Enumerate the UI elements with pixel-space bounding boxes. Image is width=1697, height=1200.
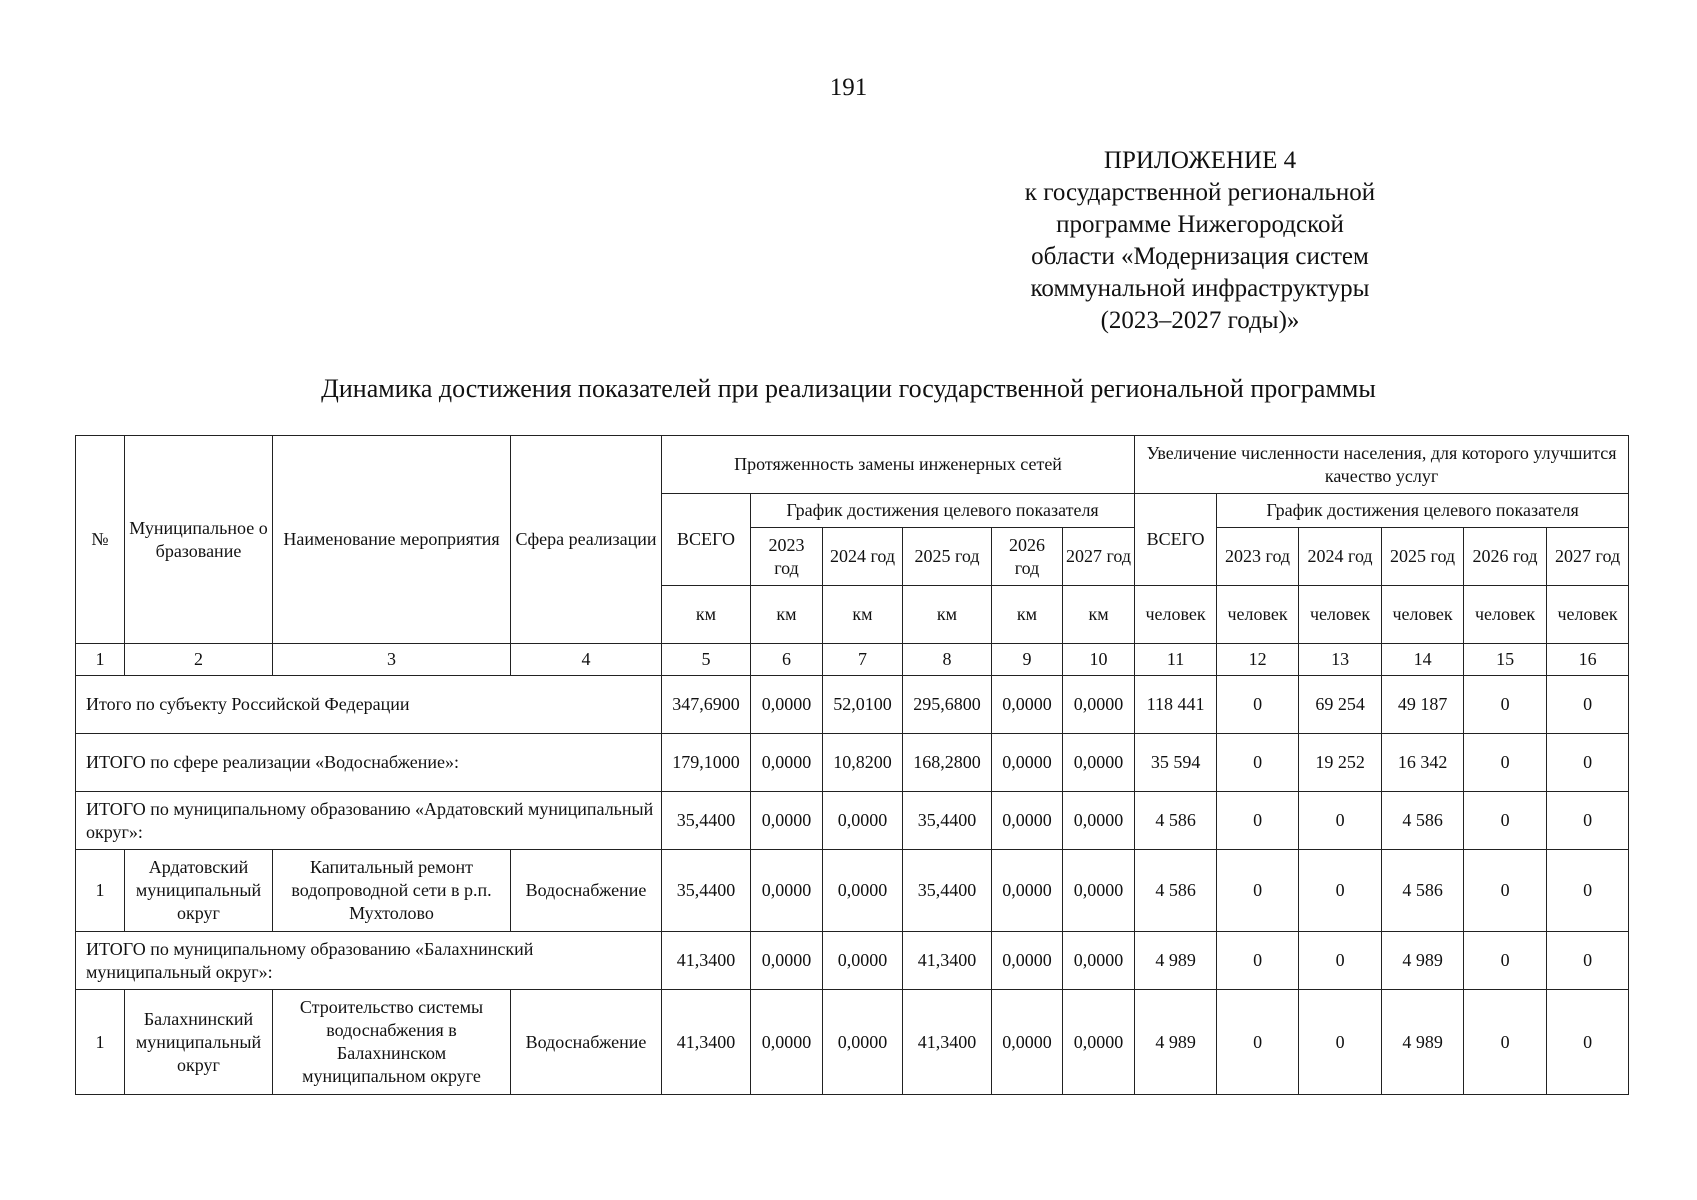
- header-year: 2023 год: [1217, 528, 1299, 586]
- event-row: [76, 850, 1629, 932]
- value-cell: 4 586: [1382, 850, 1464, 932]
- column-number: 15: [1464, 644, 1547, 676]
- column-number: 9: [992, 644, 1063, 676]
- column-number: 3: [273, 644, 511, 676]
- column-number: 7: [823, 644, 903, 676]
- value-cell: 16 342: [1382, 734, 1464, 792]
- value-cell: 0: [1217, 676, 1299, 734]
- appendix-block: [965, 145, 1435, 337]
- column-number: 2: [125, 644, 273, 676]
- value-cell: 168,2800: [903, 734, 992, 792]
- value-cell: 0: [1217, 850, 1299, 932]
- total-label: ИТОГО по сфере реализации «Водоснабжение»:: [76, 734, 662, 792]
- value-cell: 0: [1547, 990, 1629, 1095]
- value-cell: 0,0000: [823, 990, 903, 1095]
- value-cell: 0: [1217, 792, 1299, 850]
- header-year: 2023 год: [751, 528, 823, 586]
- column-number: 8: [903, 644, 992, 676]
- value-cell: 10,8200: [823, 734, 903, 792]
- column-number: 1: [76, 644, 125, 676]
- value-cell: 35,4400: [662, 792, 751, 850]
- value-cell: 35,4400: [903, 850, 992, 932]
- value-cell: 0: [1547, 676, 1629, 734]
- value-cell: 0,0000: [823, 792, 903, 850]
- value-cell: 4 586: [1135, 792, 1217, 850]
- header-total-networks: ВСЕГО: [662, 494, 751, 586]
- appendix-line: к государственной региональной: [1024, 179, 1376, 206]
- header-schedule: График достижения целевого показателя: [751, 494, 1135, 528]
- column-number: 13: [1299, 644, 1382, 676]
- header-population-group: Увеличение численности населения, для которого улучшится качество услуг: [1135, 436, 1629, 494]
- event-row: [76, 990, 1629, 1095]
- value-cell: 0,0000: [823, 932, 903, 990]
- value-cell: 0: [1547, 792, 1629, 850]
- total-label: ИТОГО по муниципальному образованию «Балахнинский муниципальный округ»:: [76, 932, 662, 990]
- column-number: 5: [662, 644, 751, 676]
- unit-km: км: [1063, 586, 1135, 644]
- unit-km: км: [903, 586, 992, 644]
- value-cell: 0,0000: [1063, 932, 1135, 990]
- value-cell: 0: [1547, 850, 1629, 932]
- value-cell: 4 989: [1382, 932, 1464, 990]
- value-cell: 0: [1464, 734, 1547, 792]
- value-cell: 0,0000: [992, 792, 1063, 850]
- value-cell: 41,3400: [903, 932, 992, 990]
- value-cell: 0: [1299, 990, 1382, 1095]
- value-cell: 0,0000: [992, 676, 1063, 734]
- value-cell: 35,4400: [903, 792, 992, 850]
- header-year: 2025 год: [1382, 528, 1464, 586]
- unit-people: человек: [1547, 586, 1629, 644]
- event-name-cell: Строительство системы водоснабжения в Балахнинском муниципальном округе: [273, 990, 511, 1095]
- header-row-1: [76, 436, 1629, 494]
- row-number: 1: [76, 990, 125, 1095]
- unit-people: человек: [1135, 586, 1217, 644]
- total-label: ИТОГО по муниципальному образованию «Ардатовский муниципальный округ»:: [76, 792, 662, 850]
- value-cell: 4 586: [1382, 792, 1464, 850]
- header-sphere: Сфера реализации: [511, 436, 662, 644]
- value-cell: 69 254: [1299, 676, 1382, 734]
- value-cell: 0,0000: [1063, 676, 1135, 734]
- value-cell: 0: [1217, 932, 1299, 990]
- value-cell: 347,6900: [662, 676, 751, 734]
- value-cell: 0,0000: [992, 932, 1063, 990]
- unit-km: км: [823, 586, 903, 644]
- appendix-line: (2023–2027 годы)»: [1100, 307, 1300, 334]
- column-number: 12: [1217, 644, 1299, 676]
- value-cell: 41,3400: [662, 932, 751, 990]
- value-cell: 0,0000: [751, 734, 823, 792]
- event-name-cell: Капитальный ремонт водопроводной сети в р.п. Мухтолово: [273, 850, 511, 932]
- value-cell: 295,6800: [903, 676, 992, 734]
- indicators-table: [75, 435, 1629, 1095]
- header-year: 2027 год: [1063, 528, 1135, 586]
- header-schedule: График достижения целевого показателя: [1217, 494, 1629, 528]
- value-cell: 19 252: [1299, 734, 1382, 792]
- value-cell: 0: [1299, 792, 1382, 850]
- value-cell: 0,0000: [992, 850, 1063, 932]
- column-number-row: [76, 644, 1629, 676]
- unit-km: км: [992, 586, 1063, 644]
- value-cell: 0: [1217, 734, 1299, 792]
- total-row: [76, 676, 1629, 734]
- document-title: Динамика достижения показателей при реализации государственной региональной программы: [321, 374, 1376, 403]
- header-year: 2024 год: [823, 528, 903, 586]
- unit-people: человек: [1217, 586, 1299, 644]
- value-cell: 0,0000: [751, 932, 823, 990]
- value-cell: 4 989: [1382, 990, 1464, 1095]
- value-cell: 35,4400: [662, 850, 751, 932]
- unit-people: человек: [1464, 586, 1547, 644]
- column-number: 16: [1547, 644, 1629, 676]
- header-event-name: Наименование мероприятия: [273, 436, 511, 644]
- appendix-line: программе Нижегородской: [1056, 211, 1344, 238]
- value-cell: 0: [1464, 792, 1547, 850]
- column-number: 4: [511, 644, 662, 676]
- value-cell: 0: [1299, 932, 1382, 990]
- total-row: [76, 792, 1629, 850]
- header-year: 2024 год: [1299, 528, 1382, 586]
- page-number: 191: [829, 74, 868, 101]
- value-cell: 0,0000: [1063, 990, 1135, 1095]
- sphere-cell: Водоснабжение: [511, 850, 662, 932]
- value-cell: 35 594: [1135, 734, 1217, 792]
- value-cell: 0: [1464, 932, 1547, 990]
- unit-people: человек: [1299, 586, 1382, 644]
- value-cell: 0,0000: [751, 676, 823, 734]
- header-year: 2025 год: [903, 528, 992, 586]
- value-cell: 0,0000: [992, 990, 1063, 1095]
- municipality-cell: Балахнинский муниципальный округ: [125, 990, 273, 1095]
- value-cell: 118 441: [1135, 676, 1217, 734]
- value-cell: 0: [1217, 990, 1299, 1095]
- value-cell: 41,3400: [662, 990, 751, 1095]
- value-cell: 4 989: [1135, 932, 1217, 990]
- value-cell: 0,0000: [992, 734, 1063, 792]
- unit-km: км: [662, 586, 751, 644]
- column-number: 6: [751, 644, 823, 676]
- value-cell: 41,3400: [903, 990, 992, 1095]
- unit-people: человек: [1382, 586, 1464, 644]
- header-year: 2026 год: [992, 528, 1063, 586]
- value-cell: 0: [1464, 990, 1547, 1095]
- appendix-heading: ПРИЛОЖЕНИЕ 4: [1103, 147, 1297, 174]
- unit-km: км: [751, 586, 823, 644]
- municipality-cell: Ардатовский муниципальный округ: [125, 850, 273, 932]
- value-cell: 0: [1547, 734, 1629, 792]
- value-cell: 0: [1299, 850, 1382, 932]
- value-cell: 0: [1547, 932, 1629, 990]
- value-cell: 0,0000: [1063, 792, 1135, 850]
- appendix-line: области «Модернизация систем: [1031, 243, 1369, 270]
- header-year: 2027 год: [1547, 528, 1629, 586]
- value-cell: 179,1000: [662, 734, 751, 792]
- value-cell: 4 989: [1135, 990, 1217, 1095]
- header-networks-group: Протяженность замены инженерных сетей: [662, 436, 1135, 494]
- header-total-population: ВСЕГО: [1135, 494, 1217, 586]
- column-number: 10: [1063, 644, 1135, 676]
- value-cell: 49 187: [1382, 676, 1464, 734]
- value-cell: 0,0000: [751, 990, 823, 1095]
- value-cell: 0,0000: [751, 850, 823, 932]
- row-number: 1: [76, 850, 125, 932]
- value-cell: 0,0000: [823, 850, 903, 932]
- value-cell: 0: [1464, 676, 1547, 734]
- sphere-cell: Водоснабжение: [511, 990, 662, 1095]
- value-cell: 52,0100: [823, 676, 903, 734]
- total-row: [76, 932, 1629, 990]
- appendix-line: коммунальной инфраструктуры: [1030, 275, 1370, 302]
- value-cell: 0,0000: [1063, 850, 1135, 932]
- header-no: №: [76, 436, 125, 644]
- value-cell: 0,0000: [751, 792, 823, 850]
- total-label: Итого по субъекту Российской Федерации: [76, 676, 662, 734]
- total-row: [76, 734, 1629, 792]
- value-cell: 0,0000: [1063, 734, 1135, 792]
- value-cell: 4 586: [1135, 850, 1217, 932]
- value-cell: 0: [1464, 850, 1547, 932]
- column-number: 14: [1382, 644, 1464, 676]
- header-year: 2026 год: [1464, 528, 1547, 586]
- column-number: 11: [1135, 644, 1217, 676]
- header-municipality: Муниципальное образование: [125, 436, 273, 644]
